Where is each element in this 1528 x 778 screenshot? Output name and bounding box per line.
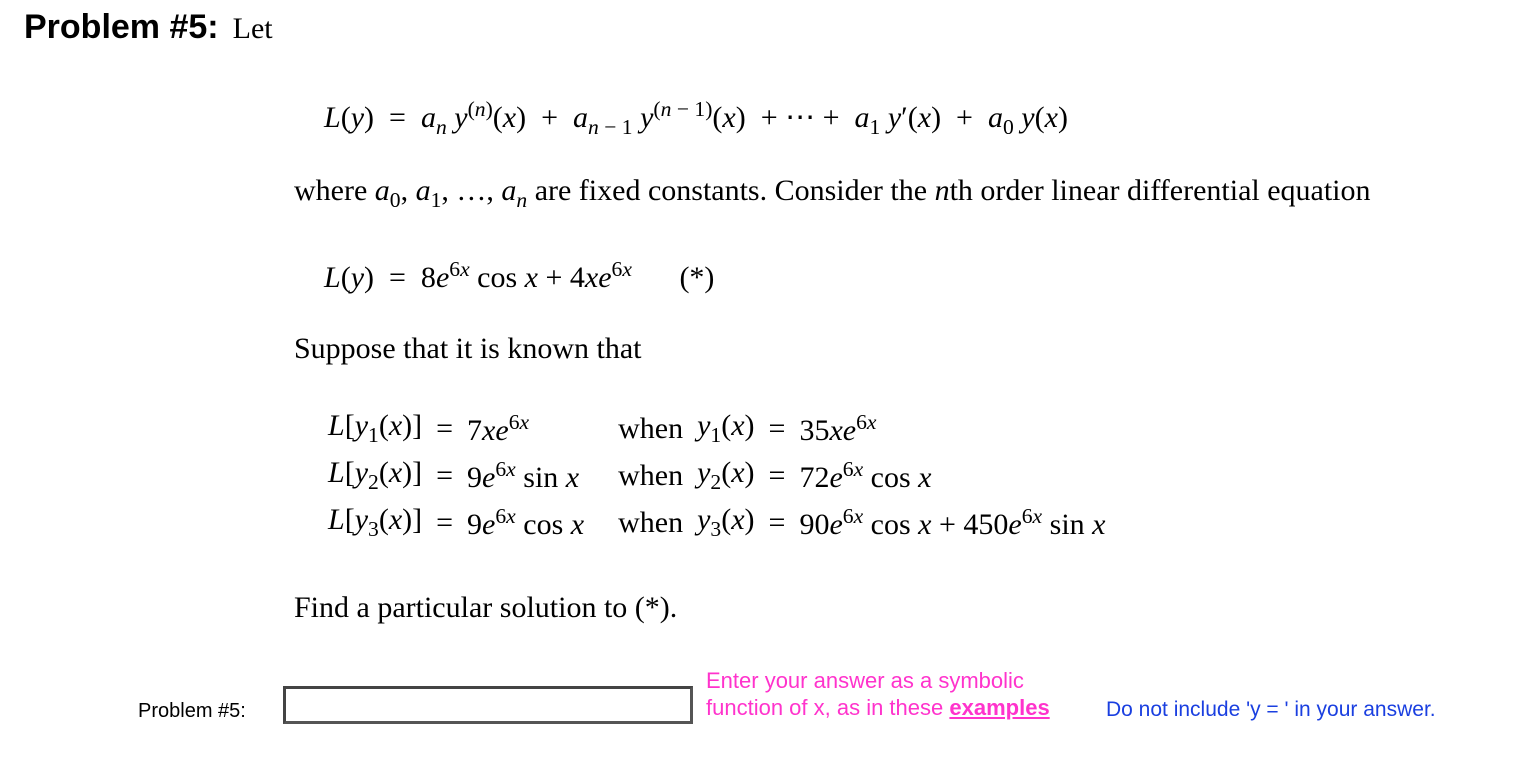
answer-input[interactable] [283,686,693,724]
known-row: $L[y_3(x)]$ = $9e^{6x}$ cos x when $y_3(x)$ = $90e^{6x}$ $\cos x + 450e^{6x}$ sin x [328,499,1105,546]
de-tag: (*) [679,261,715,294]
hint-text: Enter your answer as a symbolic function of x, as in these [706,668,1024,720]
operator-equation: $L(y) = a_n$ $y^{(n)}(x) + a_{n - 1}$ $y^{(n - 1)}(x)$ + ⋯ + $a_1$ $y'(x) + a_0$ y(x) [324,97,1068,139]
known-text: Suppose that it is known that [294,332,642,365]
question-text: Find a particular solution to (*). [294,591,678,624]
answer-hint [706,667,1086,721]
examples-link[interactable]: examples [949,695,1050,720]
when-label: when [618,458,684,492]
known-row: $L[y_2(x)]$ = $9e^{6x}$ sin x when $y_2(x)$ = $72e^{6x}$ cos x [328,452,1105,499]
answer-note: Do not include 'y = ' in your answer. [1106,698,1436,721]
de-equation: $L(y) = 8e^{6x}$ $\cos x + 4xe^{6x}$ (*) [324,257,715,294]
when-label: when [618,411,684,445]
where-text: where $a_0$, $a_1$, …, $a_n$ are fixed constants. Consider the nth order linear differential equation [294,174,1371,212]
problem-heading [24,8,273,47]
answer-label: Problem #5: [138,700,246,722]
problem-title: Problem #5: [24,8,219,46]
problem-lead: Let [232,12,273,45]
known-row: $L[y_1(x)]$ = $7xe^{6x}$ when $y_1(x)$ = $35xe^{6x}$ [328,405,1105,452]
known-results-table [328,405,1105,546]
when-label: when [618,505,684,539]
